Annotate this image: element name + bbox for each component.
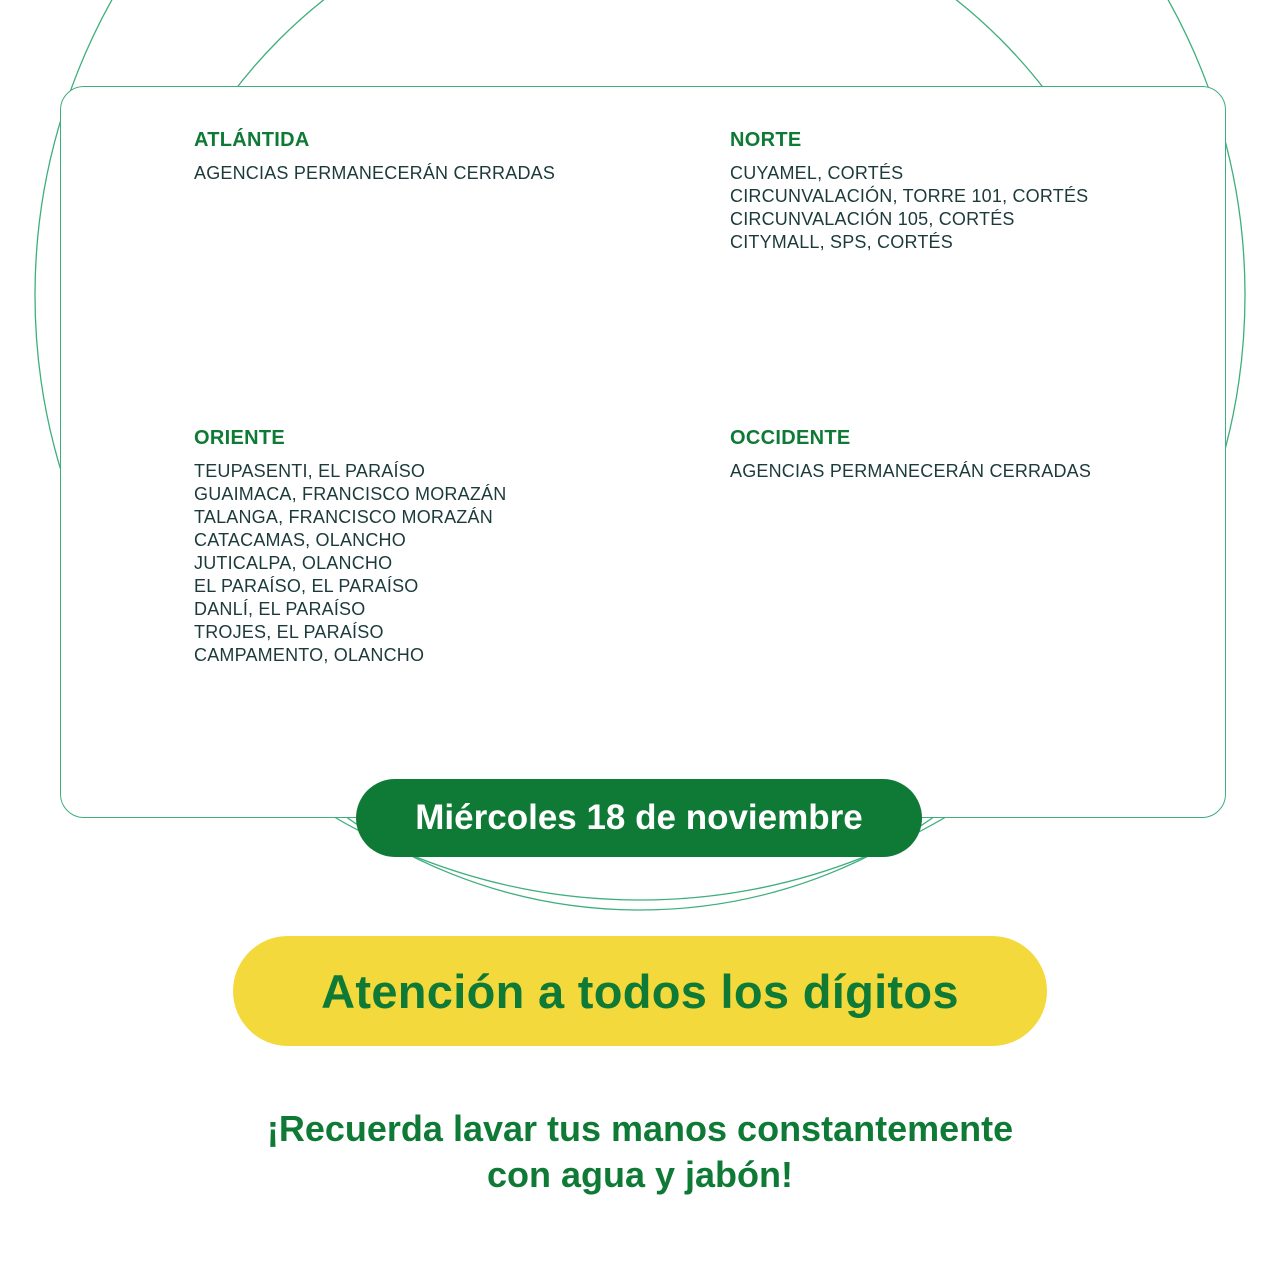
agency-list xyxy=(730,460,1091,483)
list-item: TEUPASENTI, EL PARAÍSO xyxy=(194,461,426,481)
date-badge: Miércoles 18 de noviembre xyxy=(356,779,922,857)
list-item: DANLÍ, EL PARAÍSO xyxy=(194,599,366,619)
region-title: ORIENTE xyxy=(194,427,285,449)
list-item: CIRCUNVALACIÓN, TORRE 101, CORTÉS xyxy=(730,186,1089,206)
agency-list xyxy=(730,162,1088,254)
list-item: TROJES, EL PARAÍSO xyxy=(194,622,384,642)
digits-banner: Atención a todos los dígitos xyxy=(233,936,1047,1046)
region-norte xyxy=(730,129,1088,254)
agencies-card xyxy=(60,86,1226,818)
region-atlantida xyxy=(194,129,555,185)
list-item: TALANGA, FRANCISCO MORAZÁN xyxy=(194,507,493,527)
agency-list xyxy=(194,460,506,667)
list-item: CITYMALL, SPS, CORTÉS xyxy=(730,232,953,252)
list-item: JUTICALPA, OLANCHO xyxy=(194,553,393,573)
region-oriente xyxy=(194,427,506,667)
list-item: CATACAMAS, OLANCHO xyxy=(194,530,406,550)
region-title: OCCIDENTE xyxy=(730,427,851,449)
list-item: CUYAMEL, CORTÉS xyxy=(730,163,904,183)
region-title: NORTE xyxy=(730,129,802,151)
region-occidente xyxy=(730,427,1091,483)
list-item: CAMPAMENTO, OLANCHO xyxy=(194,645,425,665)
region-title: ATLÁNTIDA xyxy=(194,129,310,151)
list-item: CIRCUNVALACIÓN 105, CORTÉS xyxy=(730,209,1015,229)
list-item: AGENCIAS PERMANECERÁN CERRADAS xyxy=(194,163,556,183)
reminder-line-2: con agua y jabón! xyxy=(486,1154,794,1195)
reminder-line-1: ¡Recuerda lavar tus manos constantemente xyxy=(266,1108,1014,1149)
list-item: GUAIMACA, FRANCISCO MORAZÁN xyxy=(194,484,507,504)
list-item: EL PARAÍSO, EL PARAÍSO xyxy=(194,576,419,596)
list-item: AGENCIAS PERMANECERÁN CERRADAS xyxy=(730,461,1092,481)
agency-list xyxy=(194,162,555,185)
hand-wash-reminder xyxy=(140,1106,1140,1198)
